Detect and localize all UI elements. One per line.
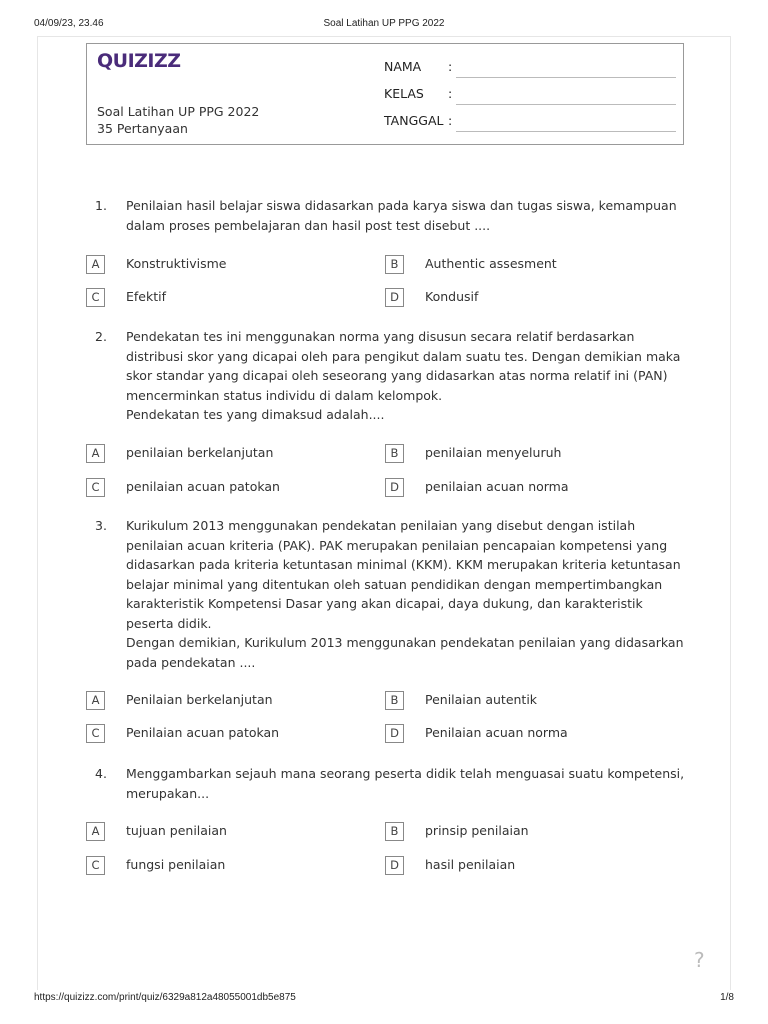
option-a-text: Penilaian berkelanjutan: [126, 692, 273, 707]
option-c-text: Efektif: [126, 289, 167, 304]
question-number: 2.: [95, 329, 107, 344]
question-text: Kurikulum 2013 menggunakan pendekatan penilaian yang disebut dengan istilah penilaian acuan kriteria (PAK). PAK merupakan penilaian pencapaian kompetensi yang didasarkan pada kriteria ketuntasan minimal (KKM). KKM merupakan kriteria ketuntasan belajar minimal yang ditentukan oleh satuan pendidikan dengan mempertimbangkan karakteristik Kompetensi Dasar yang akan dicapai, daya dukung, dan karakteristik peserta didik. Dengan demikian, Kurikulum 2013 menggunakan pendekatan penilaian yang didasarkan pada pendekatan ....: [126, 518, 684, 670]
field-colon: :: [448, 113, 453, 128]
field-line: [456, 77, 676, 78]
option-c-text: Penilaian acuan patokan: [126, 725, 280, 740]
question-number: 3.: [95, 518, 107, 533]
option-a-box[interactable]: A: [86, 255, 105, 274]
option-d-text: hasil penilaian: [425, 857, 516, 872]
option-c-box[interactable]: C: [86, 478, 105, 497]
page-frame: [37, 36, 731, 990]
option-b-box[interactable]: B: [385, 255, 404, 274]
field-nama: [384, 59, 676, 79]
field-kelas: [384, 86, 676, 106]
option-d-box[interactable]: D: [385, 856, 404, 875]
option-d-text: penilaian acuan norma: [425, 479, 569, 494]
print-header: [34, 18, 734, 30]
quiz-header-box: [86, 43, 684, 145]
option-a-text: tujuan penilaian: [126, 823, 227, 838]
field-colon: :: [448, 86, 453, 101]
question-number: 1.: [95, 198, 107, 213]
field-label: KELAS: [384, 86, 424, 101]
option-c-box[interactable]: C: [86, 724, 105, 743]
option-d-text: Kondusif: [425, 289, 479, 304]
option-c-box[interactable]: C: [86, 856, 105, 875]
question-count: 35 Pertanyaan: [97, 121, 188, 136]
question-text: Menggambarkan sejauh mana seorang peserta didik telah menguasai suatu kompetensi, merupakan...: [126, 766, 685, 801]
question-text: Pendekatan tes ini menggunakan norma yang disusun secara relatif berdasarkan distribusi skor yang dicapai oleh para pengikut dalam suatu tes. Dengan demikian maka skor standar yang dicapai oleh seseorang yang didasarkan atas norma relatif ini (PAN) mencerminkan status individu di dalam kelompok. Pendekatan tes yang dimaksud adalah....: [126, 329, 681, 422]
option-a-box[interactable]: A: [86, 444, 105, 463]
field-label: TANGGAL: [384, 113, 444, 128]
option-b-text: Penilaian autentik: [425, 692, 538, 707]
field-label: NAMA: [384, 59, 422, 74]
option-a-text: penilaian berkelanjutan: [126, 445, 274, 460]
question-number: 4.: [95, 766, 107, 781]
print-datetime: 04/09/23, 23.46: [34, 18, 104, 29]
option-a-box[interactable]: A: [86, 691, 105, 710]
option-d-box[interactable]: D: [385, 478, 404, 497]
field-line: [456, 104, 676, 105]
quizizz-logo: QUIZIZZ: [97, 50, 181, 72]
option-b-box[interactable]: B: [385, 444, 404, 463]
option-d-box[interactable]: D: [385, 288, 404, 307]
option-a-text: Konstruktivisme: [126, 256, 227, 271]
option-d-text: Penilaian acuan norma: [425, 725, 568, 740]
field-colon: :: [448, 59, 453, 74]
option-c-text: penilaian acuan patokan: [126, 479, 280, 494]
print-title: Soal Latihan UP PPG 2022: [323, 18, 445, 29]
question-text: Penilaian hasil belajar siswa didasarkan pada karya siswa dan tugas siswa, kemampuan dalam proses pembelajaran dan hasil post test disebut ....: [126, 198, 677, 233]
option-b-text: Authentic assesment: [425, 256, 557, 271]
print-url: https://quizizz.com/print/quiz/6329a812a48055001db5e875: [34, 992, 296, 1003]
option-a-box[interactable]: A: [86, 822, 105, 841]
print-page-number: 1/8: [720, 992, 734, 1003]
option-d-box[interactable]: D: [385, 724, 404, 743]
option-b-box[interactable]: B: [385, 691, 404, 710]
question-mark-icon[interactable]: ?: [694, 948, 705, 972]
option-b-box[interactable]: B: [385, 822, 404, 841]
field-tanggal: [384, 113, 676, 133]
option-c-text: fungsi penilaian: [126, 857, 226, 872]
quiz-title: Soal Latihan UP PPG 2022: [97, 104, 260, 119]
field-line: [456, 131, 676, 132]
option-b-text: prinsip penilaian: [425, 823, 529, 838]
print-footer: [34, 992, 734, 1004]
option-c-box[interactable]: C: [86, 288, 105, 307]
option-b-text: penilaian menyeluruh: [425, 445, 562, 460]
